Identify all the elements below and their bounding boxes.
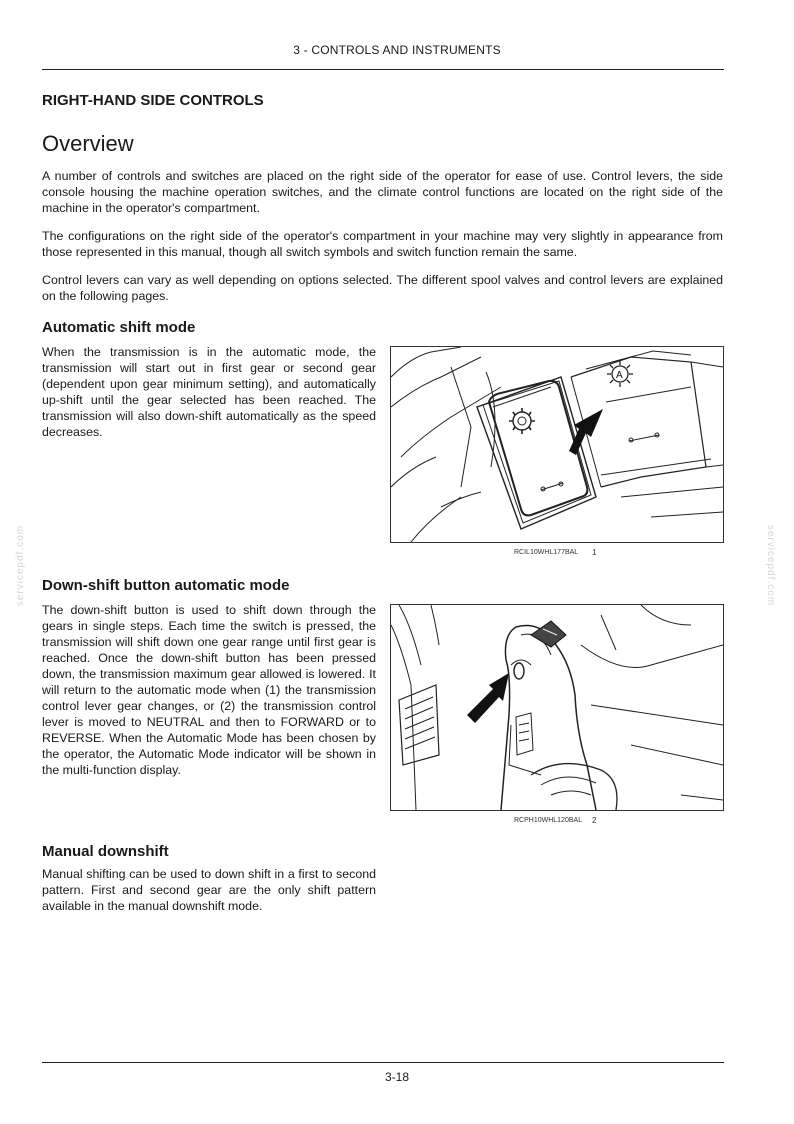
chapter-header: 3 - CONTROLS AND INSTRUMENTS (293, 43, 501, 57)
shift-lever-illustration (391, 605, 723, 810)
figure-auto-mode-switch (390, 346, 724, 543)
intro-paragraph-1: A number of controls and switches are placed on the right side of the operator for ease of use. Control levers, the side console housing the machine operation switches, and the climate control functions are located on the right side of the machine in the operator's compartment. (42, 169, 723, 215)
figure-shift-lever (390, 604, 724, 811)
header-rule (42, 69, 724, 70)
intro-paragraph-2: The configurations on the right side of the operator's compartment in your machine may very slightly in appearance from those represented in this manual, though all switch symbols and switch function remain the same. (42, 229, 723, 259)
figure-2-code: RCPH10WHL120BAL (514, 817, 583, 824)
intro-paragraph-3: Control levers can vary as well depending on options selected. The different spool valves and control levers are explained on the following pages. (42, 273, 723, 303)
watermark-left: servicepdf.com (15, 524, 27, 607)
footer-rule (42, 1062, 724, 1063)
figure-2-number: 2 (592, 816, 597, 825)
downshift-button-body: The down-shift button is used to shift down through the gears in single steps. Each time the switch is pressed, the transmission will shift down one gear range until first gear is reached. Once the down-shift button has been pressed down, the transmission maximum gear allowed is lowered. It will return to the automatic mode when (1) the transmission control lever gear changes, or (2) the transmission control lever is moved to NEUTRAL and then to FORWARD or to REVERSE. When the Automatic Mode has been chosen by the operator, the Automatic Mode indicator will be shown in the multi-function display. (42, 603, 376, 777)
page-number: 3-18 (384, 1070, 410, 1084)
svg-text:A: A (616, 370, 623, 381)
overview-heading: Overview (42, 131, 134, 156)
manual-downshift-heading: Manual downshift (42, 843, 169, 860)
manual-downshift-body: Manual shifting can be used to down shift in a first to second pattern. First and second gear are the only shift pattern available in the manual downshift mode. (42, 867, 376, 913)
arrow-icon (569, 409, 603, 455)
figure-1-code: RCIL10WHL177BAL (514, 549, 579, 556)
watermark-right: servicepdf.com (765, 524, 777, 607)
arrow-icon (467, 673, 509, 723)
section-title: RIGHT-HAND SIDE CONTROLS (42, 92, 264, 109)
auto-mode-switch-illustration (391, 347, 723, 542)
auto-shift-heading: Automatic shift mode (42, 319, 196, 336)
downshift-button-heading: Down-shift button automatic mode (42, 577, 290, 594)
figure-1-number: 1 (592, 548, 597, 557)
auto-shift-body: When the transmission is in the automatic mode, the transmission will start out in first gear or second gear (dependent upon gear minimum setting), and automatically up-shift until the gear selected has been reached. The transmission will also down-shift automatically as the speed decreases. (42, 345, 376, 439)
